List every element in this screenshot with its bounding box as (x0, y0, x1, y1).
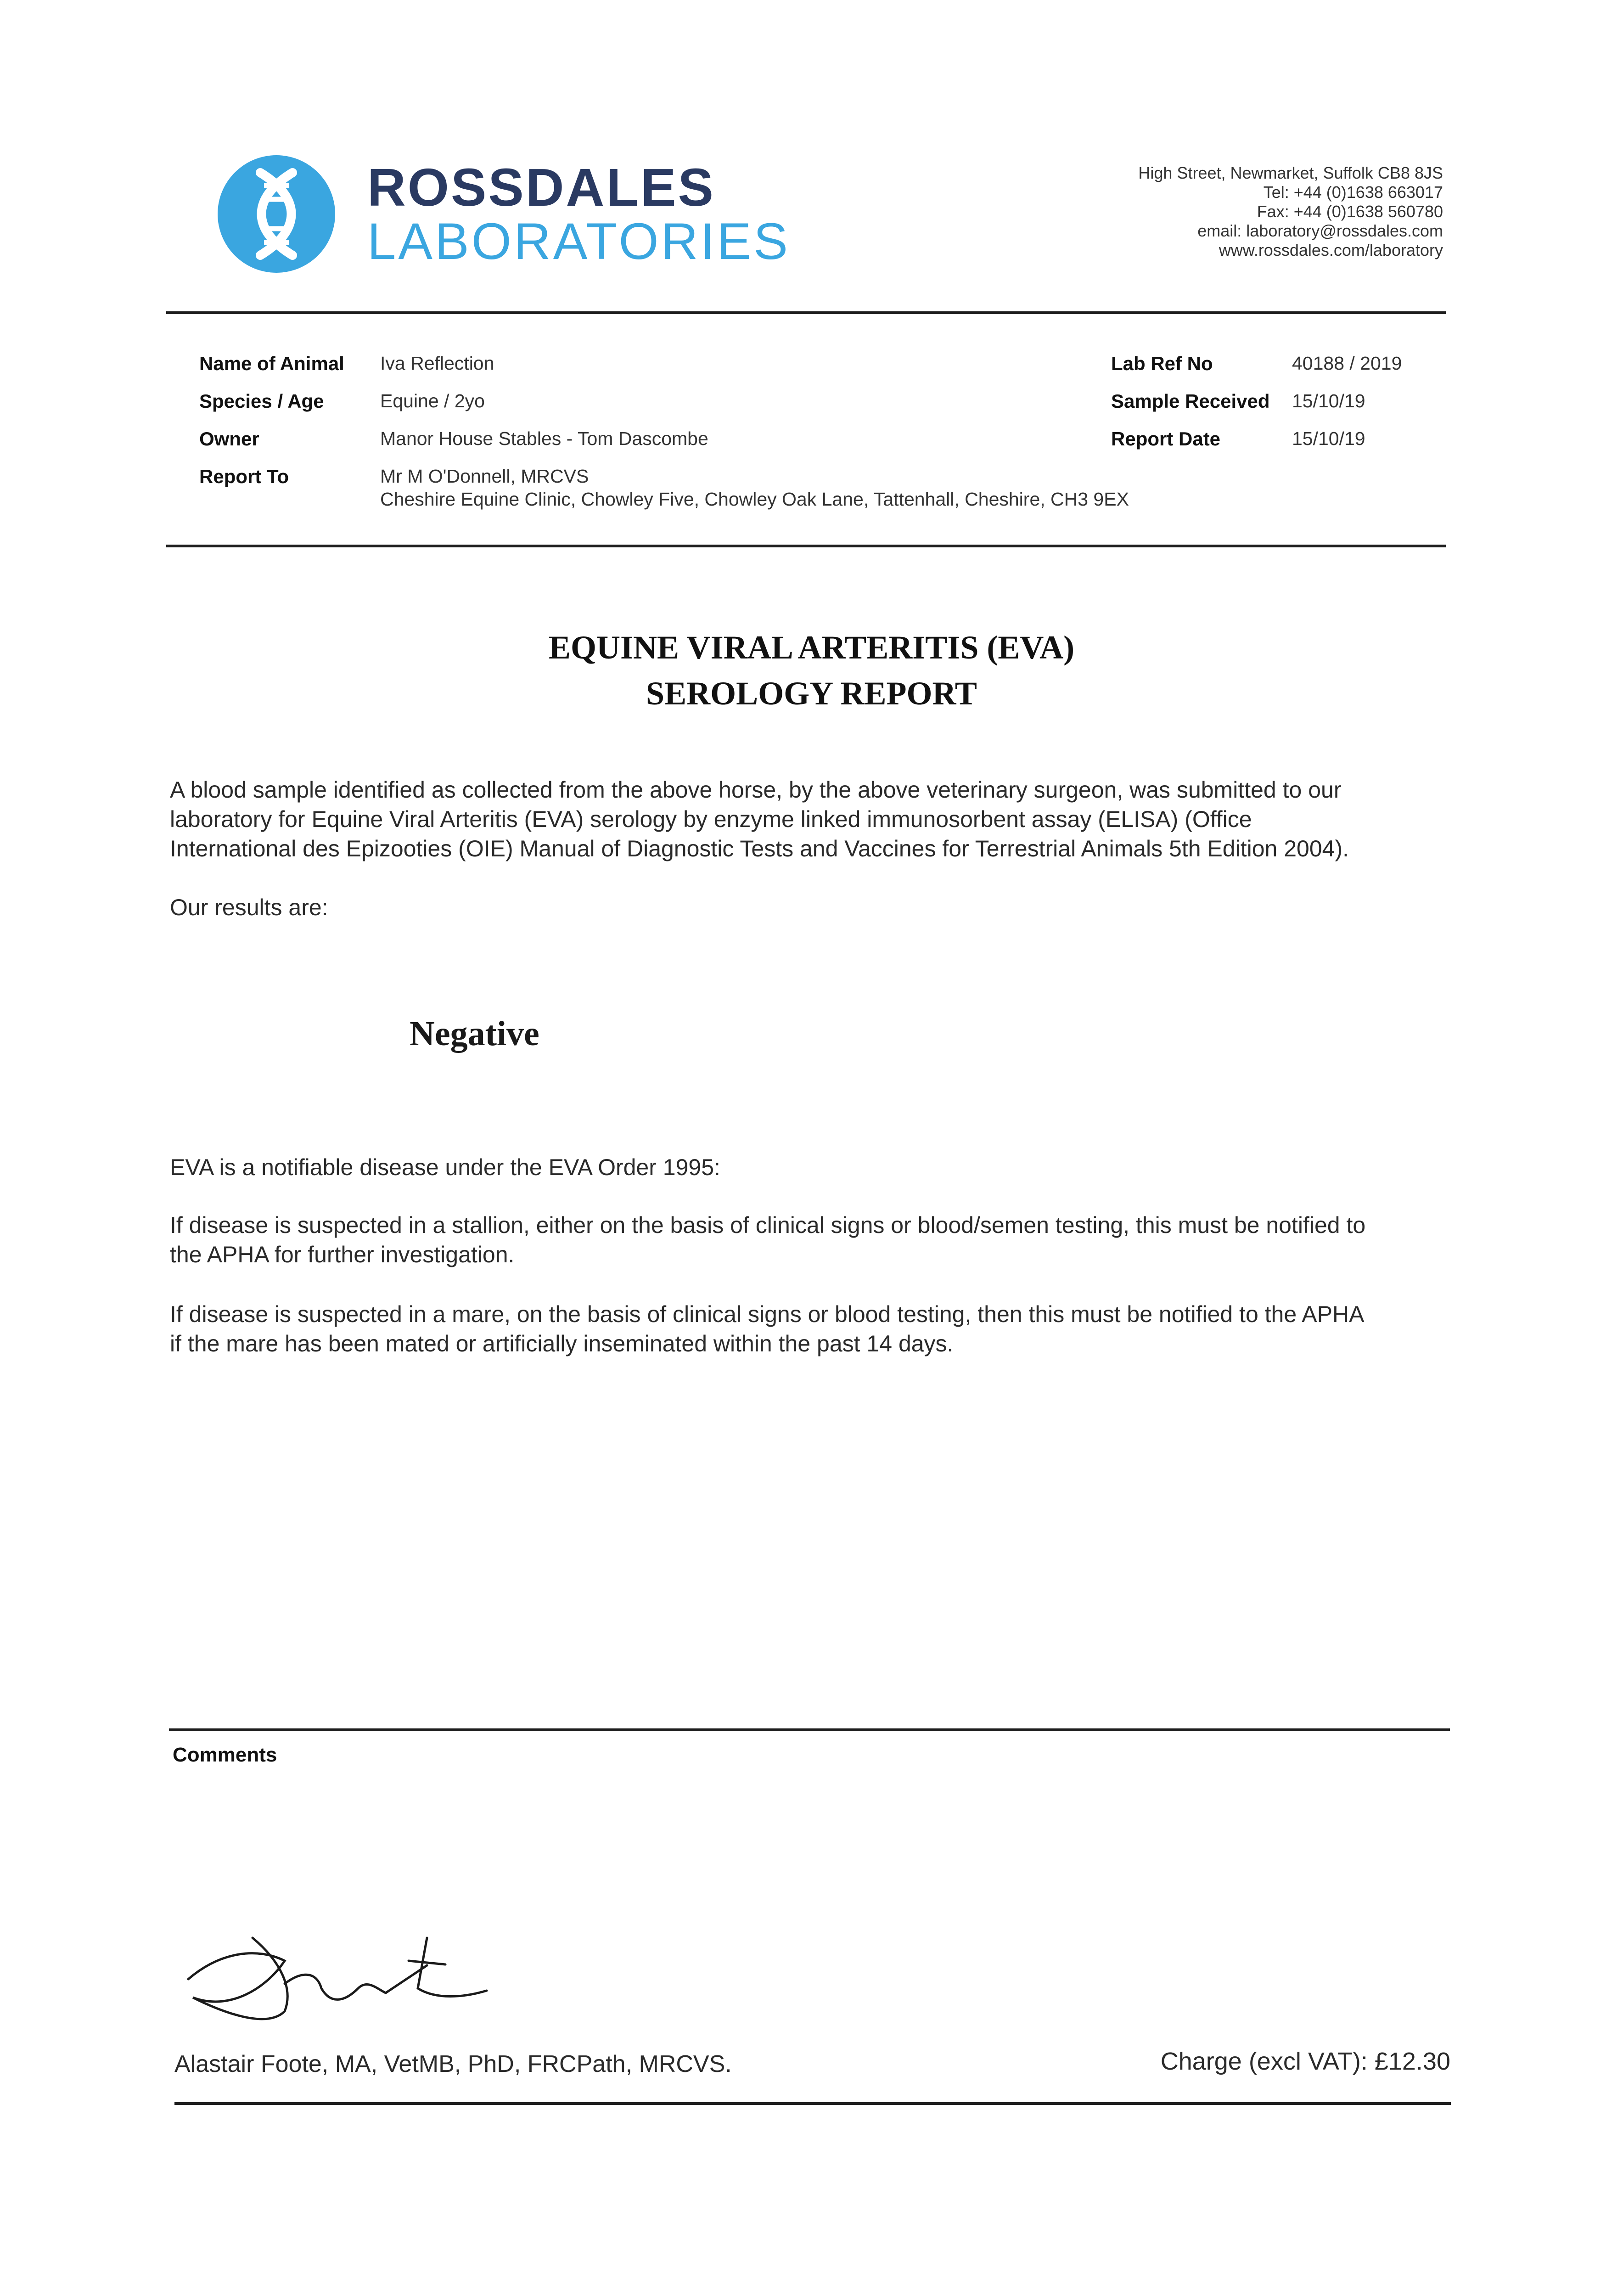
notifiable-statement: EVA is a notifiable disease under the EVA Order 1995: (170, 1154, 720, 1180)
report-date-label: Report Date (1111, 428, 1221, 450)
report-title (0, 625, 1623, 716)
address-tel: Tel: +44 (0)1638 663017 (1263, 183, 1443, 202)
intro-line: A blood sample identified as collected from the above horse, by the above veterinary surgeon, was submitted to our (170, 777, 1342, 803)
address-web: www.rossdales.com/laboratory (1219, 241, 1443, 259)
lab-ref-value: 40188 / 2019 (1292, 353, 1402, 374)
intro-line: International des Epizooties (OIE) Manual of Diagnostic Tests and Vaccines for Terrestrial Animals 5th Edition 2004). (170, 836, 1349, 861)
lab-ref-label: Lab Ref No (1111, 353, 1213, 374)
details-divider (166, 545, 1446, 547)
comments-label: Comments (173, 1744, 277, 1766)
address-email: email: laboratory@rossdales.com (1197, 221, 1443, 240)
name-value: Iva Reflection (380, 353, 494, 374)
dna-logo-icon (217, 154, 336, 274)
footer-divider (174, 2102, 1451, 2105)
owner-label: Owner (199, 428, 259, 450)
header-divider (166, 311, 1446, 314)
brand-subtitle: LABORATORIES (367, 213, 790, 270)
mare-line: If disease is suspected in a mare, on the basis of clinical signs or blood testing, then this must be notified to the APHA (170, 1301, 1365, 1327)
report-to-label: Report To (199, 466, 289, 487)
sample-received-value: 15/10/19 (1292, 390, 1365, 411)
results-intro: Our results are: (170, 895, 328, 920)
signatory-name: Alastair Foote, MA, VetMB, PhD, FRCPath, MRCVS. (174, 2051, 732, 2077)
intro-paragraph (170, 775, 1455, 863)
report-to-name: Mr M O'Donnell, MRCVS (380, 466, 589, 487)
report-title-line2: SEROLOGY REPORT (646, 675, 977, 712)
name-label: Name of Animal (199, 353, 344, 374)
address-fax: Fax: +44 (0)1638 560780 (1257, 202, 1443, 221)
comments-divider (169, 1728, 1450, 1731)
report-date-value: 15/10/19 (1292, 428, 1365, 449)
lab-address (984, 163, 1443, 260)
mare-paragraph (170, 1300, 1455, 1358)
stallion-paragraph (170, 1210, 1455, 1269)
test-result: Negative (410, 1014, 539, 1053)
stallion-line: If disease is suspected in a stallion, either on the basis of clinical signs or blood/semen testing, this must be notified to (170, 1212, 1366, 1238)
species-label: Species / Age (199, 390, 324, 412)
report-to-address: Cheshire Equine Clinic, Chowley Five, Chowley Oak Lane, Tattenhall, Cheshire, CH3 9EX (380, 489, 1129, 510)
stallion-line: the APHA for further investigation. (170, 1242, 515, 1267)
signature-icon (170, 1919, 510, 2043)
intro-line: laboratory for Equine Viral Arteritis (EVA) serology by enzyme linked immunosorbent assay (ELISA) (Office (170, 806, 1252, 832)
charge-amount: Charge (excl VAT): £12.30 (1160, 2048, 1450, 2075)
species-value: Equine / 2yo (380, 390, 485, 411)
owner-value: Manor House Stables - Tom Dascombe (380, 428, 708, 449)
mare-line: if the mare has been mated or artificially inseminated within the past 14 days. (170, 1331, 954, 1356)
brand-name: ROSSDALES (367, 158, 715, 217)
address-street: High Street, Newmarket, Suffolk CB8 8JS (1138, 163, 1443, 182)
report-title-line1: EQUINE VIRAL ARTERITIS (EVA) (548, 629, 1075, 666)
sample-received-label: Sample Received (1111, 390, 1270, 412)
